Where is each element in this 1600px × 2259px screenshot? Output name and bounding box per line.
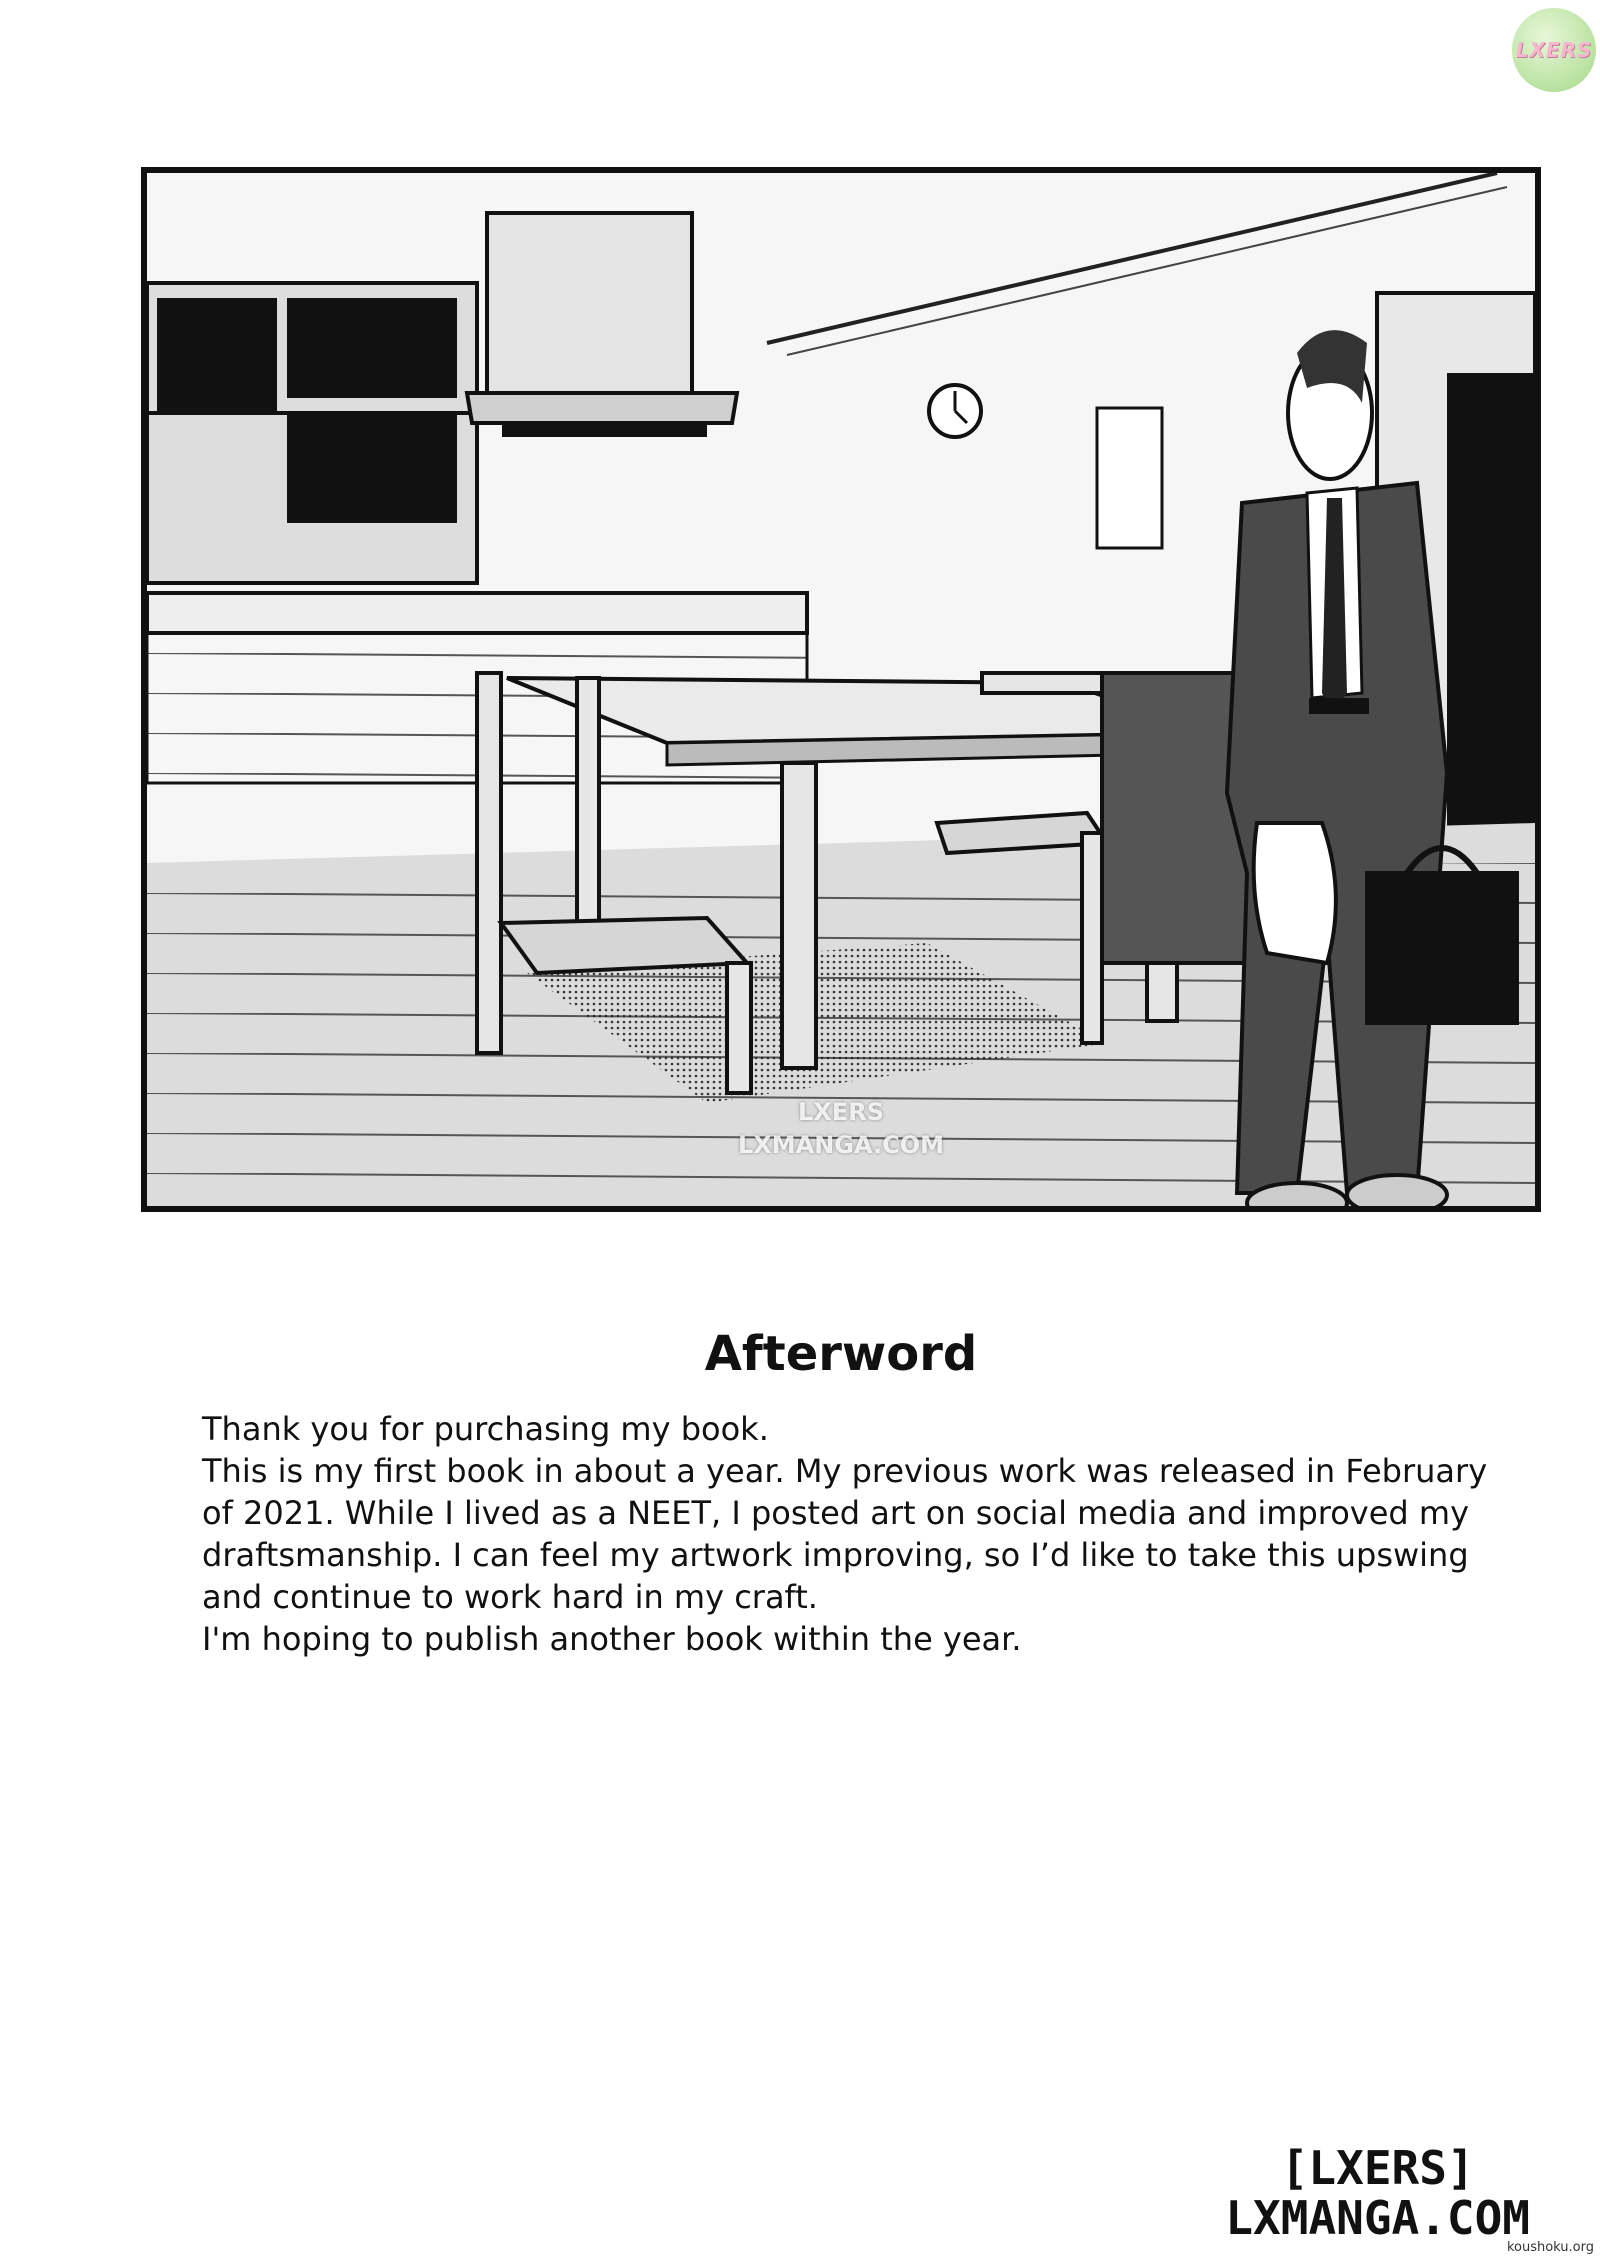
footer-logo [1225,2143,1530,2243]
panel-watermark-site: LXMANGA.COM [737,1131,945,1159]
footer-logo-line2: LXMANGA.COM [1225,2191,1530,2245]
afterword-body [202,1408,1502,1660]
afterword-paragraph: Thank you for purchasing my book. [202,1410,769,1448]
kitchen-scene-drawing [147,173,1535,1206]
corner-logo-text: LXERS [1515,38,1593,62]
afterword-title: Afterword [704,1326,978,1382]
footer-logo-line1: [LXERS] [1280,2141,1475,2195]
corner-logo [1512,8,1596,92]
afterword-paragraph: This is my first book in about a year. My previous work was released in February of 2021. While I lived as a NEET, I posted art on social media and improved my draftsmanship. I can feel my artwork improving, so I’d like to take this upswing and continue to work hard in my craft. [202,1452,1488,1616]
panel-watermark-lxers: LXERS [798,1098,884,1126]
afterword-paragraph: I'm hoping to publish another book within the year. [202,1620,1022,1658]
source-credit: koushoku.org [1506,2240,1594,2255]
manga-panel-illustration [141,167,1541,1212]
